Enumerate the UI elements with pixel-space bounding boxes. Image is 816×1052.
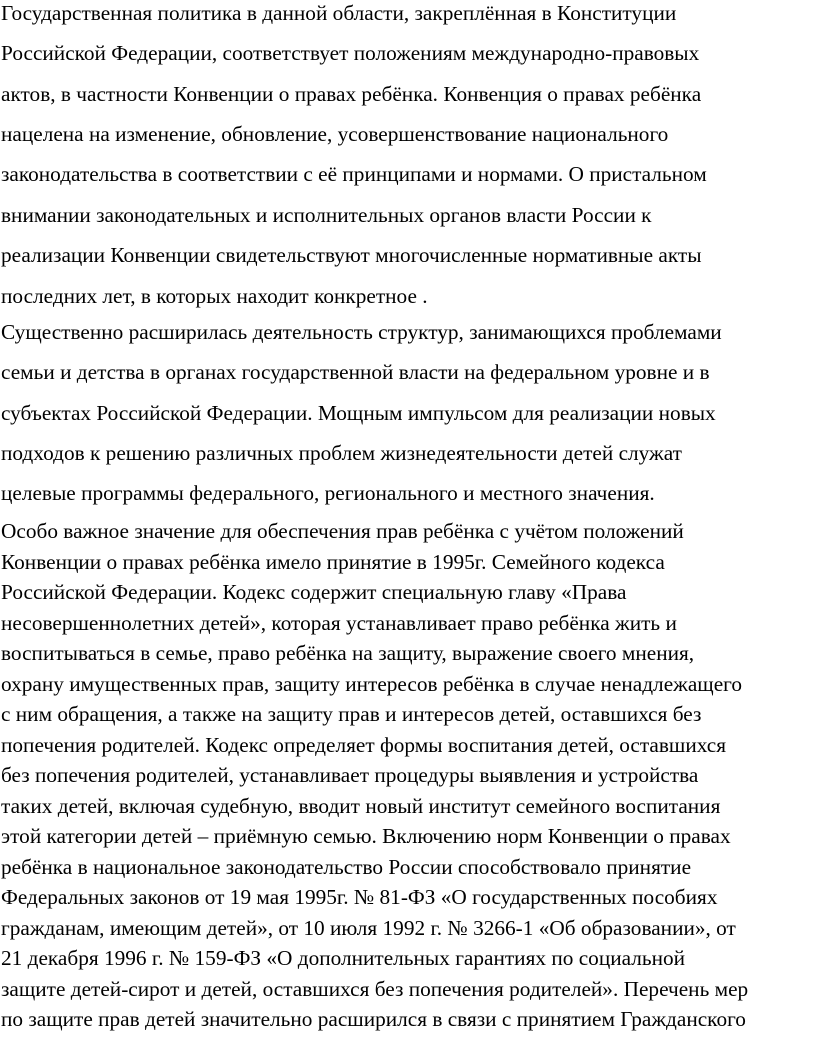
text-line: последних лет, в которых находит конкретное .: [1, 284, 428, 308]
text-line: Существенно расширилась деятельность структур, занимающихся проблемами: [1, 320, 722, 344]
text-line: целевые программы федерального, регионального и местного значения.: [1, 481, 655, 505]
text-line: реализации Конвенции свидетельствуют многочисленные нормативные акты: [1, 243, 702, 267]
text-line: таких детей, включая судебную, вводит новый институт семейного воспитания: [1, 794, 721, 818]
text-line: законодательства в соответствии с её принципами и нормами. О пристальном: [1, 162, 707, 186]
text-line: попечения родителей. Кодекс определяет формы воспитания детей, оставшихся: [1, 733, 726, 757]
text-line: субъектах Российской Федерации. Мощным импульсом для реализации новых: [1, 401, 716, 425]
text-line: Государственная политика в данной области, закреплённая в Конституции: [1, 1, 677, 25]
text-line: ребёнка в национальное законодательство России способствовало принятие: [1, 855, 692, 879]
text-line: без попечения родителей, устанавливает процедуры выявления и устройства: [1, 763, 699, 787]
text-line: подходов к решению различных проблем жизнедеятельности детей служат: [1, 441, 682, 465]
text-line: Российской Федерации. Кодекс содержит специальную главу «Права: [1, 580, 627, 604]
text-line: семьи и детства в органах государственной власти на федеральном уровне и в: [1, 360, 710, 384]
text-line: по защите прав детей значительно расширился в связи с принятием Гражданского: [1, 1007, 746, 1031]
text-line: гражданам, имеющим детей», от 10 июля 1992 г. № 3266-1 «Об образовании», от: [1, 916, 736, 940]
text-line: несовершеннолетних детей», которая устанавливает право ребёнка жить и: [1, 611, 677, 635]
text-line: Федеральных законов от 19 мая 1995г. № 81-ФЗ «О государственных пособиях: [1, 885, 718, 909]
text-line: Российской Федерации, соответствует положениям международно-правовых: [1, 41, 700, 65]
text-line: нацелена на изменение, обновление, усовершенствование национального: [1, 122, 669, 146]
text-line: Конвенции о правах ребёнка имело принятие в 1995г. Семейного кодекса: [1, 550, 665, 574]
text-line: защите детей-сирот и детей, оставшихся без попечения родителей». Перечень мер: [1, 977, 749, 1001]
text-line: воспитываться в семье, право ребёнка на защиту, выражение своего мнения,: [1, 641, 695, 665]
text-line: Особо важное значение для обеспечения прав ребёнка с учётом положений: [1, 519, 684, 543]
text-line: 21 декабря 1996 г. № 159-ФЗ «О дополнительных гарантиях по социальной: [1, 946, 686, 970]
text-line: актов, в частности Конвенции о правах ребёнка. Конвенция о правах ребёнка: [1, 82, 702, 106]
text-line: с ним обращения, а также на защиту прав и интересов детей, оставшихся без: [1, 702, 702, 726]
text-line: охрану имущественных прав, защиту интересов ребёнка в случае ненадлежащего: [1, 672, 743, 696]
text-line: этой категории детей – приёмную семью. Включению норм Конвенции о правах: [1, 824, 731, 848]
text-line: внимании законодательных и исполнительных органов власти России к: [1, 203, 652, 227]
